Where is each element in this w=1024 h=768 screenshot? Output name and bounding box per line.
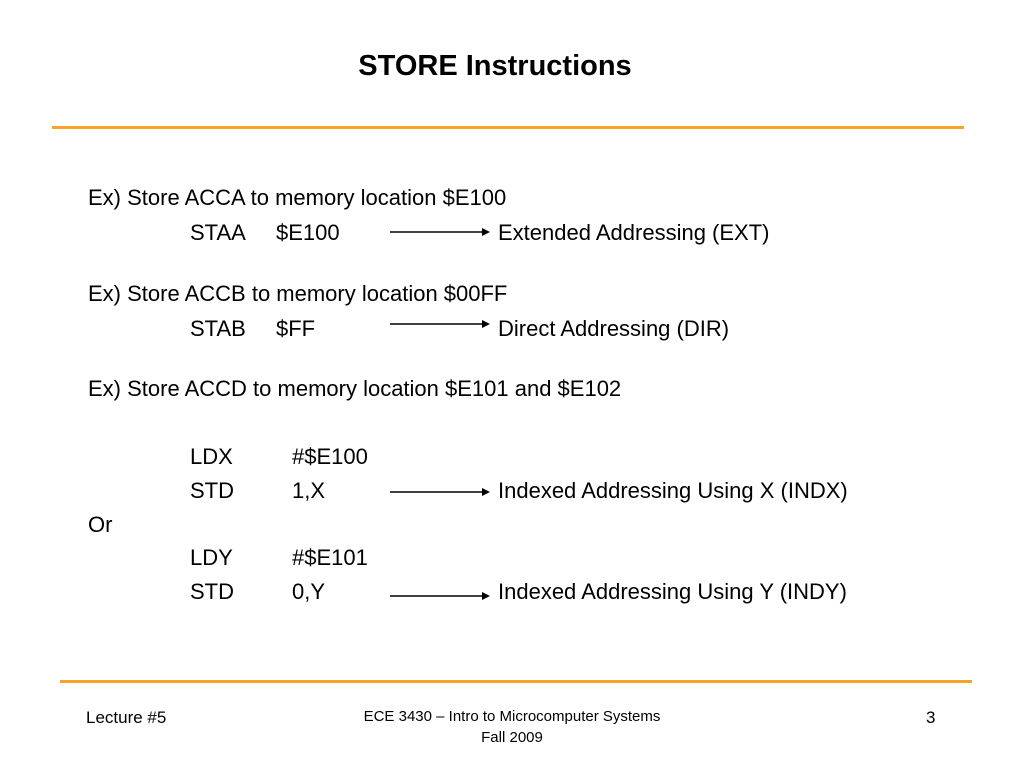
bottom-divider (60, 680, 972, 683)
footer-course-title: ECE 3430 – Intro to Microcomputer Systems (363, 708, 661, 725)
top-divider (52, 126, 964, 129)
footer-term: Fall 2009 (481, 729, 543, 746)
example-1-heading: Ex) Store ACCA to memory location $E100 (88, 185, 507, 210)
example-3-heading: Ex) Store ACCD to memory location $E101 and $E102 (88, 376, 622, 401)
example-2-heading: Ex) Store ACCB to memory location $00FF (88, 281, 508, 306)
right-arrow-icon (390, 318, 490, 330)
footer-course (330, 706, 694, 748)
right-arrow-icon (390, 590, 490, 602)
example-3-std-x-mode: Indexed Addressing Using X (INDX) (498, 478, 848, 503)
example-2-opcode: STAB (190, 316, 246, 341)
example-2-operand: $FF (276, 316, 316, 341)
right-arrow-icon (390, 486, 490, 498)
example-3-ldx-opcode: LDX (190, 444, 233, 469)
example-2-mode: Direct Addressing (DIR) (498, 316, 730, 341)
example-3-ldy-opcode: LDY (190, 545, 233, 570)
example-3-ldy-operand: #$E101 (292, 545, 368, 570)
slide-title: STORE Instructions (358, 50, 632, 82)
example-3-std-x-operand: 1,X (292, 478, 326, 503)
example-3-std-y-mode: Indexed Addressing Using Y (INDY) (498, 579, 847, 604)
page-number: 3 (926, 708, 936, 727)
right-arrow-icon (390, 226, 490, 238)
or-separator: Or (88, 512, 113, 537)
example-1-opcode: STAA (190, 220, 246, 245)
example-3-std-y-operand: 0,Y (292, 579, 326, 604)
example-1-mode: Extended Addressing (EXT) (498, 220, 770, 245)
footer-lecture: Lecture #5 (86, 708, 167, 727)
example-3-ldx-operand: #$E100 (292, 444, 368, 469)
example-1-operand: $E100 (276, 220, 340, 245)
example-3-std-x-opcode: STD (190, 478, 234, 503)
example-3-std-y-opcode: STD (190, 579, 234, 604)
